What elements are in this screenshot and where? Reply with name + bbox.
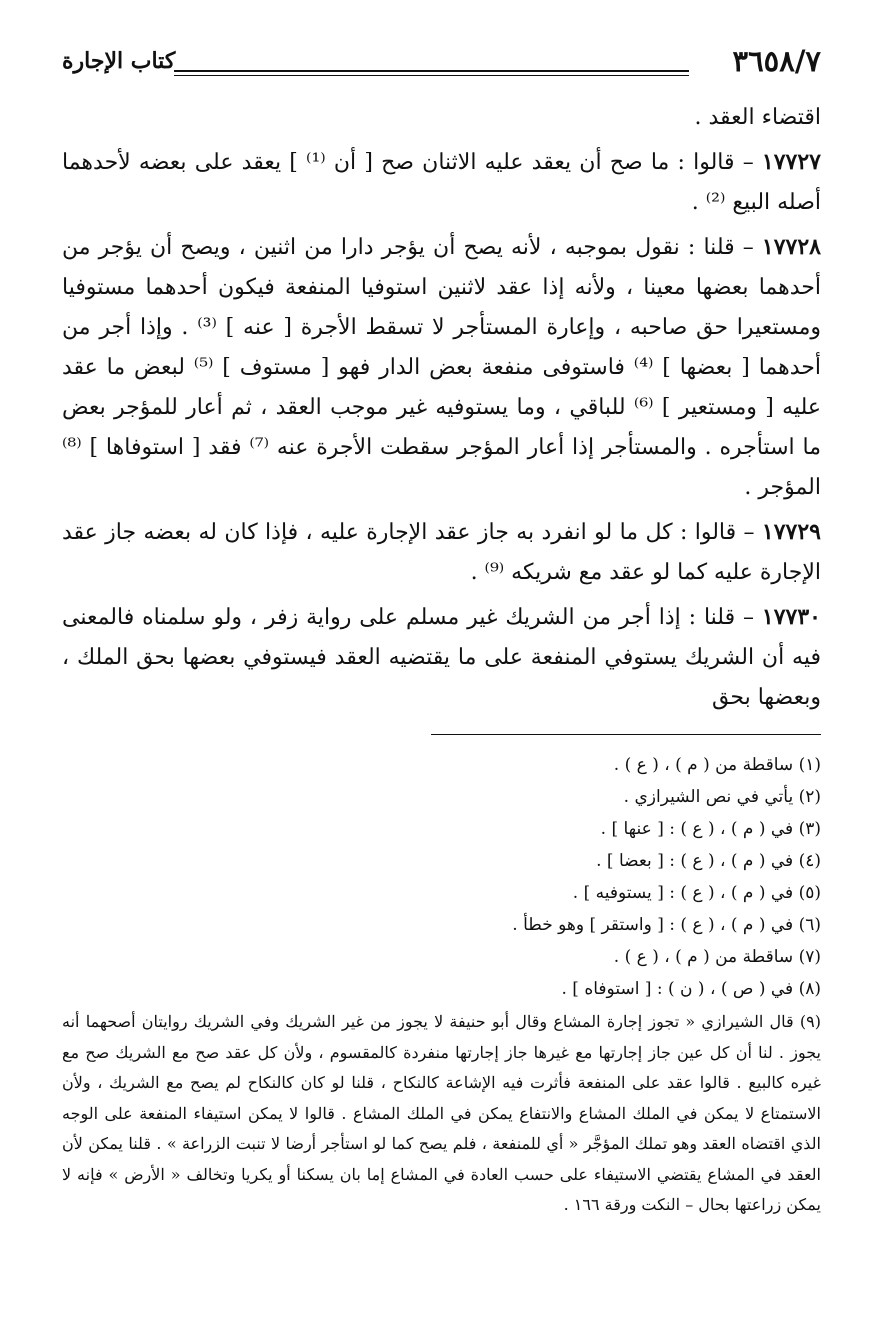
footnote: (٦) في ( م ) ، ( ع ) : [ واستقر ] وهو خطأ . xyxy=(512,915,821,935)
paragraph-number: ١٧٧٢٧ xyxy=(761,149,821,175)
paragraph-number: ١٧٧٣٠ xyxy=(761,604,821,630)
paragraph-text: – قلنا : إذا أجر من الشريك غير مسلم على رواية زفر ، ولو سلمناه فالمعنى فيه أن الشريك يستوفي المنفعة على ما يقتضيه العقد فيستوفي بعضها بحق الملك ، وبعضها بحق xyxy=(62,605,821,710)
book-title: كتاب الإجارة xyxy=(62,48,176,74)
paragraph xyxy=(62,512,821,593)
footnote: (٤) في ( م ) ، ( ع ) : [ بعضا ] . xyxy=(596,851,821,871)
paragraph xyxy=(62,227,821,508)
footnotes xyxy=(62,749,821,1221)
footnote: (١) ساقطة من ( م ) ، ( ع ) . xyxy=(613,755,821,775)
header-rule xyxy=(174,70,689,76)
paragraph-text: – قالوا : ما صح أن يعقد عليه الاثنان صح [ أن ⁽¹⁾ ] يعقد على بعضه لأحدهما أصله البيع ⁽²⁾ . xyxy=(62,150,821,215)
footnote-separator xyxy=(431,734,821,735)
footnote-long: (٩) قال الشيرازي « تجوز إجارة المشاع وقال أبو حنيفة لا يجوز من غير الشريك وفي الشريك روايتان أصحهما أنه يجوز . لنا أن كل عين جاز إجارتها مع غيرها جاز إجارتها منفردة كالمقسوم ، ولأن كل عقد صح مع الشريك صح مع غيره كالبيع . قالوا عقد على المنفعة فأثرت فيه الإشاعة كالنكاح ، قلنا لو كان كالنكاح لم يصح مع الشريك ، ولأن الاستمتاع لا يمكن في الملك المشاع والانتفاع يمكن في الملك المشاع . قالوا لا يمكن استيفاء المنفعة على الوجه الذي اقتضاه العقد وهو تملك المؤجَّر « أي للمنفعة ، فلم يصح كما لو استأجر أرضا لا تنبت الزراعة » . قلنا يمكن لأن العقد في المشاع يقتضي الاستيفاء على حسب العادة في المشاع إما بان يسكنا أو يكريا وتخالف « الأرض » فإنه لا يمكن زراعتها بحال – النكت ورقة ١٦٦ . xyxy=(62,1012,822,1214)
paragraph xyxy=(62,98,821,138)
footnote: (٥) في ( م ) ، ( ع ) : [ يستوفيه ] . xyxy=(572,883,821,903)
paragraph-text: اقتضاء العقد . xyxy=(694,105,821,130)
page-header xyxy=(62,40,821,86)
footnote: (٢) يأتي في نص الشيرازي . xyxy=(623,787,821,807)
paragraph-text: – قلنا : نقول بموجبه ، لأنه يصح أن يؤجر دارا من اثنين ، ويصح أن يؤجر من أحدهما بعضها معينا ، ولأنه إذا عقد لاثنين استوفيا المنفعة فيكون أحدهما مستوفيا ومستعيرا حق صاحبه ، وإعارة المستأجر لا تسقط الأجرة [ عنه ] ⁽³⁾ . وإذا أجر من أحدهما [ بعضها ] ⁽⁴⁾ فاستوفى منفعة بعض الدار فهو [ مستوف ] ⁽⁵⁾ لبعض ما عقد عليه [ ومستعير ] ⁽⁶⁾ للباقي ، وما يستوفيه غير موجب العقد ، ثم أعار للمؤجر بعض ما استأجره . والمستأجر إذا أعار المؤجر سقطت الأجرة عنه ⁽⁷⁾ فقد [ استوفاها ] ⁽⁸⁾ المؤجر . xyxy=(62,235,821,500)
paragraph-number: ١٧٧٢٩ xyxy=(761,519,821,545)
paragraph-number: ١٧٧٢٨ xyxy=(761,234,821,260)
paragraph-text: – قالوا : كل ما لو انفرد به جاز عقد الإجارة عليه ، فإذا كان له بعضه جاز عقد الإجارة عليه كما لو عقد مع شريكه ⁽⁹⁾ . xyxy=(62,520,821,585)
page-number: ٣٦٥٨/٧ xyxy=(732,44,821,78)
footnote: (٧) ساقطة من ( م ) ، ( ع ) . xyxy=(613,947,821,967)
main-text xyxy=(62,98,821,718)
footnote: (٣) في ( م ) ، ( ع ) : [ عنها ] . xyxy=(600,819,821,839)
paragraph xyxy=(62,142,821,223)
paragraph xyxy=(62,597,821,718)
footnote: (٨) في ( ص ) ، ( ن ) : [ استوفاه ] . xyxy=(561,979,821,999)
